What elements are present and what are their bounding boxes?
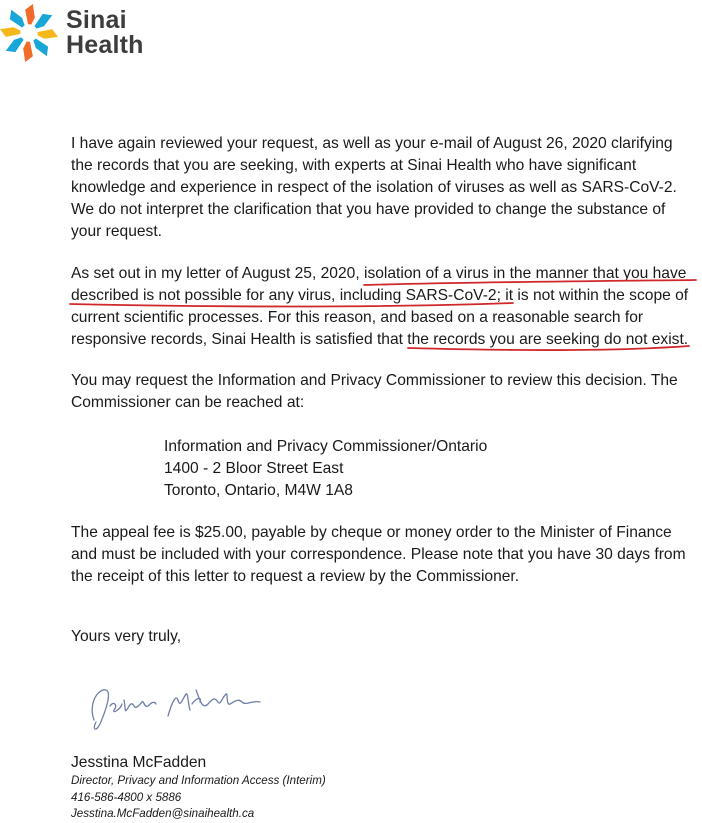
underlined-isolation-statement: isolation of a virus in the manner that you have described is not possible for any virus, including SARS-CoV-2; i [71,265,687,304]
signer-phone: 416-586-4800 x 5886 [71,790,182,804]
closing-salutation: Yours very truly, [71,628,182,645]
address-line-3: Toronto, Ontario, M4W 1A8 [164,482,353,499]
paragraph-review: I have again reviewed your request, as well as your e-mail of August 26, 2020 clarifying the records that you are seeking, with experts at Sinai Health who have significant knowledge and experience in respect of the isolation of viruses as well as SARS-CoV-2. We do not interpret the clarification that you have provided to change the substance of your request. [71,135,677,240]
sinai-health-star-icon [0,4,58,62]
signer-title: Director, Privacy and Information Access (Interim) [71,774,326,787]
handwritten-signature [84,680,274,736]
address-line-1: Information and Privacy Commissioner/Ontario [164,438,488,455]
commissioner-address [164,436,487,502]
sinai-health-logo [0,0,160,70]
address-line-2: 1400 - 2 Bloor Street East [164,460,344,477]
signer-name: Jesstina McFadden [71,754,207,771]
paragraph-isolation-lead: As set out in my letter of August 25, 2020, [71,265,364,282]
logo-wordmark [66,8,144,58]
underlined-records-statement: the records you are seeking do not exist. [407,331,689,348]
signer-details [71,773,326,823]
paragraph-appeal-fee: The appeal fee is $25.00, payable by cheque or money order to the Minister of Finance and must be included with your correspondence. Please note that you have 30 days from the receipt of this letter to request a review by the Commissioner. [71,524,686,585]
signer-email: Jesstina.McFadden@sinaihealth.ca [71,807,255,820]
paragraph-commissioner: You may request the Information and Privacy Commissioner to review this decision. The Commissioner can be reached at: [71,372,678,411]
logo-line-health: Health [66,31,144,59]
logo-center [20,24,37,41]
logo-line-sinai: Sinai [66,6,127,34]
paragraph-isolation-middle: t is not within the scope of current scientific processes. For this reason, and based on a reasonable search for responsive records, Sinai Health is satisfied that [71,287,689,348]
paragraph-isolation [71,263,689,351]
